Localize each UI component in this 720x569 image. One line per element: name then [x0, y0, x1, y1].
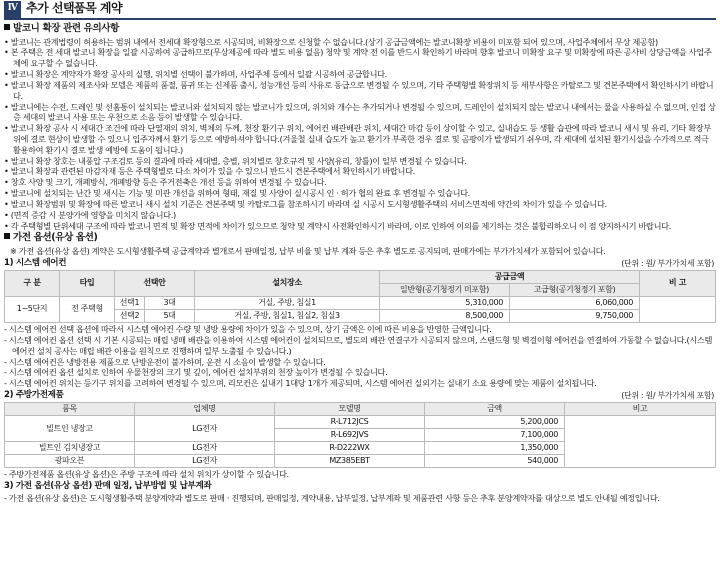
balcony-note: • 발코니에 설치되는 난간 및 새시는 기능 및 미관 개선을 위하여 형태, 재질 및 사양이 실시공시 인 · 허가 협의 완료 후 변경될 수 있습니다.: [4, 188, 716, 199]
col-item: 품목: [5, 403, 135, 416]
cell-price-low: 5,310,000: [380, 297, 510, 310]
balcony-note: • 각 주택형별 단위세대 구조에 따라 발코니 면적 및 확장 면적에 차이가 있으므로 청약 및 계약시 사전확인하시기 바라며, 이로 인하여 이의를 제기하는 것은 불합리하오니 이 점 양지하시기 바랍니다.: [4, 221, 716, 232]
col-remark: 비 고: [640, 271, 716, 297]
cell-model: R-D222WX: [275, 442, 425, 455]
balcony-note: • 발코니 확장 공사 시 세대간 조건에 따라 단열재의 위치, 벽체의 두께, 천장 환기구 위치, 에어컨 배관배관 위치, 세대간 마감 등이 상이할 수 있고, 실내습도 등 생활 습관에 따라 발코니 새시 및 유리, 기타 확장부위에 결로 현상이 발생할 수 있으니 입주자께서 환기 등으로 예방하셔야 합니다.(겨울철 실내 습도가 높고 환기가 부족한 경우 결로 및 곰팡이가 발생되기 쉬우며, 각 세대에 설치된 환기시설을 수가적으로 적극 활용하여 환기시 결로 발생 예방에 도움이 됩니다.): [4, 123, 716, 155]
cell-price: 7,100,000: [425, 429, 565, 442]
cell-item: 빌트인 김치냉장고: [5, 442, 135, 455]
aircon-notes-list: [4, 324, 716, 389]
cell-remark: [565, 416, 716, 468]
section-title-bar: [4, 0, 716, 20]
cell-price: 540,000: [425, 455, 565, 468]
balcony-note: • 발코니 확장 창호는 내풍압 구조검토 등의 결과에 따라 세대별, 층별, 위치별로 창호규격 및 사양(유리, 창틀)이 일부 변경될 수 있습니다.: [4, 156, 716, 167]
col-price-low: 일반형(공기청정기 미포함): [380, 284, 510, 297]
cell-price: 5,200,000: [425, 416, 565, 429]
col-price-group: 공급금액: [380, 271, 640, 284]
aircon-note: - 시스템 에어컨 옵션 설치로 인하여 우물천장의 크기 및 깊이, 에어컨 설치부위의 천장 높이가 변경될 수 있습니다.: [4, 367, 716, 378]
cell-count: 5대: [145, 310, 195, 323]
cell-unit-type: 전 주택형: [60, 297, 115, 323]
col-type: 구 분: [5, 271, 60, 297]
balcony-note: • 창호 사양 및 크기, 개폐방식, 개폐방향 등은 주거전축은 개선 등을 위하여 변경될 수 있습니다.: [4, 177, 716, 188]
col-model: 모델명: [275, 403, 425, 416]
kitchen-notes-list: [4, 469, 716, 480]
col-remark: 비고: [565, 403, 716, 416]
schedule-title: 3) 가전 옵션(유상 옵션) 판매 일정, 납부방법 및 납부계좌: [4, 481, 212, 492]
cell-price-low: 8,500,000: [380, 310, 510, 323]
cell-price-high: 6,060,000: [510, 297, 640, 310]
cell-count: 3대: [145, 297, 195, 310]
balcony-note: • 발코니 확장은 계약자가 확장 공사의 실행, 위치별 선택이 불가하며, 사업주체 등에서 일괄 시공하여 공급합니다.: [4, 69, 716, 80]
cell-item: 빌트인 냉장고: [5, 416, 135, 442]
cell-remark: [640, 297, 716, 323]
kitchen-unit-label: (단위 : 원/ 부가가치세 포함): [621, 390, 714, 400]
aircon-note: - 시스템 에어컨은 냉방전용 제품으로 난방운전이 불가하며, 운전 시 소음이 발생할 수 있습니다.: [4, 357, 716, 368]
balcony-notes-list: [4, 37, 716, 232]
aircon-unit-label: (단위 : 원/ 부가가치세 포함): [621, 258, 714, 268]
cell-choice: 선택2: [115, 310, 145, 323]
cell-price-high: 9,750,000: [510, 310, 640, 323]
cell-model: MZ385EBT: [275, 455, 425, 468]
col-price-high: 고급형(공기청정기 포함): [510, 284, 640, 297]
col-price: 금액: [425, 403, 565, 416]
square-bullet-icon: [4, 24, 10, 30]
cell-location: 거실, 주방, 침실1, 침실2, 침실3: [195, 310, 380, 323]
cell-type: 1~5단지: [5, 297, 60, 323]
aircon-note: - 시스템 에어컨 선택 옵션에 따라서 시스템 에어컨 수량 및 냉방 용량에 차이가 있을 수 있으며, 상기 금액은 이에 따른 비용을 반영한 금액입니다.: [4, 324, 716, 335]
option-heading: 가전 옵션(유상 옵션): [4, 232, 716, 245]
kitchen-table: [4, 402, 716, 468]
section-number-badge: Ⅳ: [4, 1, 21, 18]
cell-maker: LG전자: [135, 455, 275, 468]
cell-location: 거실, 주방, 침실1: [195, 297, 380, 310]
col-maker: 업체명: [135, 403, 275, 416]
square-bullet-icon: [4, 233, 10, 239]
cell-choice: 선택1: [115, 297, 145, 310]
balcony-note: • 발코니에는 수전, 드레인 및 선홈통이 설치되는 발코니와 설치되지 않는 발코니가 있으며, 위치와 개수는 추가되거나 변경될 수 있으며, 드레인이 설치되지 않는 발코니 내에서는 물을 사용하실 수 없으며, 인접 상층 세대의 발코니 사용 또는 우천으로 소음 등이 발생할 수 있습니다.: [4, 102, 716, 124]
table-row: [5, 297, 716, 310]
cell-maker: LG전자: [135, 442, 275, 455]
col-location: 설치장소: [195, 271, 380, 297]
balcony-note: • 발코니는 관계법령이 허용하는 범위 내에서 전세대 확장형으로 시공되며, 비확장으로 신청할 수 없습니다.(상기 공급금액에는 발코니확장 비용이 미포함 되어 있으며, 사업주체에서 무상 제공함): [4, 37, 716, 48]
schedule-notes-list: [4, 493, 716, 504]
balcony-note: • 본 주택은 전 세대 발코니 확장을 일괄 시공하여 공급하므로(무상제공에 따라 별도 비용 없음) 청약 및 계약 전 이를 반드시 확인하기 바라며 향후 발코니 미확장 요구 및 미확장에 따른 공사비 상당금액을 사업주체에 요구할 수 없습니다.: [4, 47, 716, 69]
cell-model: R-L712JCS: [275, 416, 425, 429]
cell-maker: LG전자: [135, 416, 275, 442]
balcony-note: • 발코니 확장범위 및 확장에 따른 발코니 새시 설치 기준은 견본주택 및 카탈로그를 참조하시기 바라며 실 시공시 도시형생활주택의 서비스면적에 약간의 차이가 있을 수 있습니다.: [4, 199, 716, 210]
aircon-note: - 시스템 에어컨 옵션 선택 시 기본 시공되는 매립 냉매 배관을 이용하여 시스템 에어컨이 설치되므로, 별도의 배관 연결구가 시공되지 않으며, 스탠드형 및 벽걸이형 에어컨을 연결하여 가동할 수 없습니다.(시스템에어컨 설치 공사는 매립 배관 이용을 원칙으로 진행하며 일부 노출될 수 있습니다.): [4, 335, 716, 357]
aircon-title: 1) 시스템 에어컨: [4, 257, 67, 268]
balcony-note: • (면적 증감 시 분양가에 영향을 미치지 않습니다.): [4, 210, 716, 221]
kitchen-title: 2) 주방가전제품: [4, 390, 64, 401]
cell-model: R-L692JVS: [275, 429, 425, 442]
option-intro: ※ 가전 옵션(유상 옵션) 계약은 도시형생활주택 공급계약과 별개로서 판매일정, 납부 비율 및 납부 계좌 등은 추후 별도로 공지되며, 판매가에는 부가가치세가 포함되어 있습니다.: [10, 245, 606, 256]
balcony-note: • 발코니 확장 제품의 제조사와 모델은 제품의 품절, 품귀 또는 신제품 출시, 성능개선 등의 사유로 동급으로 변경될 수 있으며, 기타 주택형별 확장위치 등 세부사항은 카탈로그 및 견본주택에서 확인하시기 바랍니다.: [4, 80, 716, 102]
col-model: 타입: [60, 271, 115, 297]
col-choice: 선택안: [115, 271, 195, 297]
table-row: [5, 416, 716, 429]
schedule-note: - 가전 옵션(유상 옵션)은 도시형생활주택 분양계약과 별도로 판매 · 진행되며, 판매일정, 계약내용, 납부일정, 납부계좌 및 제품관련 사항 등은 추후 분양계약자를 대상으로 별도 안내될 예정입니다.: [4, 493, 716, 504]
page-title: 추가 선택품목 계약: [26, 1, 123, 16]
cell-item: 광파오븐: [5, 455, 135, 468]
balcony-note: • 발코니 확장과 관련된 마감자재 등은 주택형별로 다소 차이가 있을 수 있으니 반드시 견본주택에서 확인하시기 바랍니다.: [4, 166, 716, 177]
aircon-table: [4, 270, 716, 323]
cell-price: 1,350,000: [425, 442, 565, 455]
balcony-heading: 발코니 확장 관련 유의사항: [4, 23, 716, 36]
kitchen-note: - 주방가전제품 옵션(유상 옵션)은 주방 구조에 따라 설치 위치가 상이할 수 있습니다.: [4, 469, 716, 480]
aircon-note: - 시스템 에어컨 위치는 등기구 위치를 고려하여 변경될 수 있으며, 리모컨은 실내기 1대당 1개가 제공되며, 시스템 에어컨 실외기는 실내기 소요 용량에 맞는 제품이 설치됩니다.: [4, 378, 716, 389]
